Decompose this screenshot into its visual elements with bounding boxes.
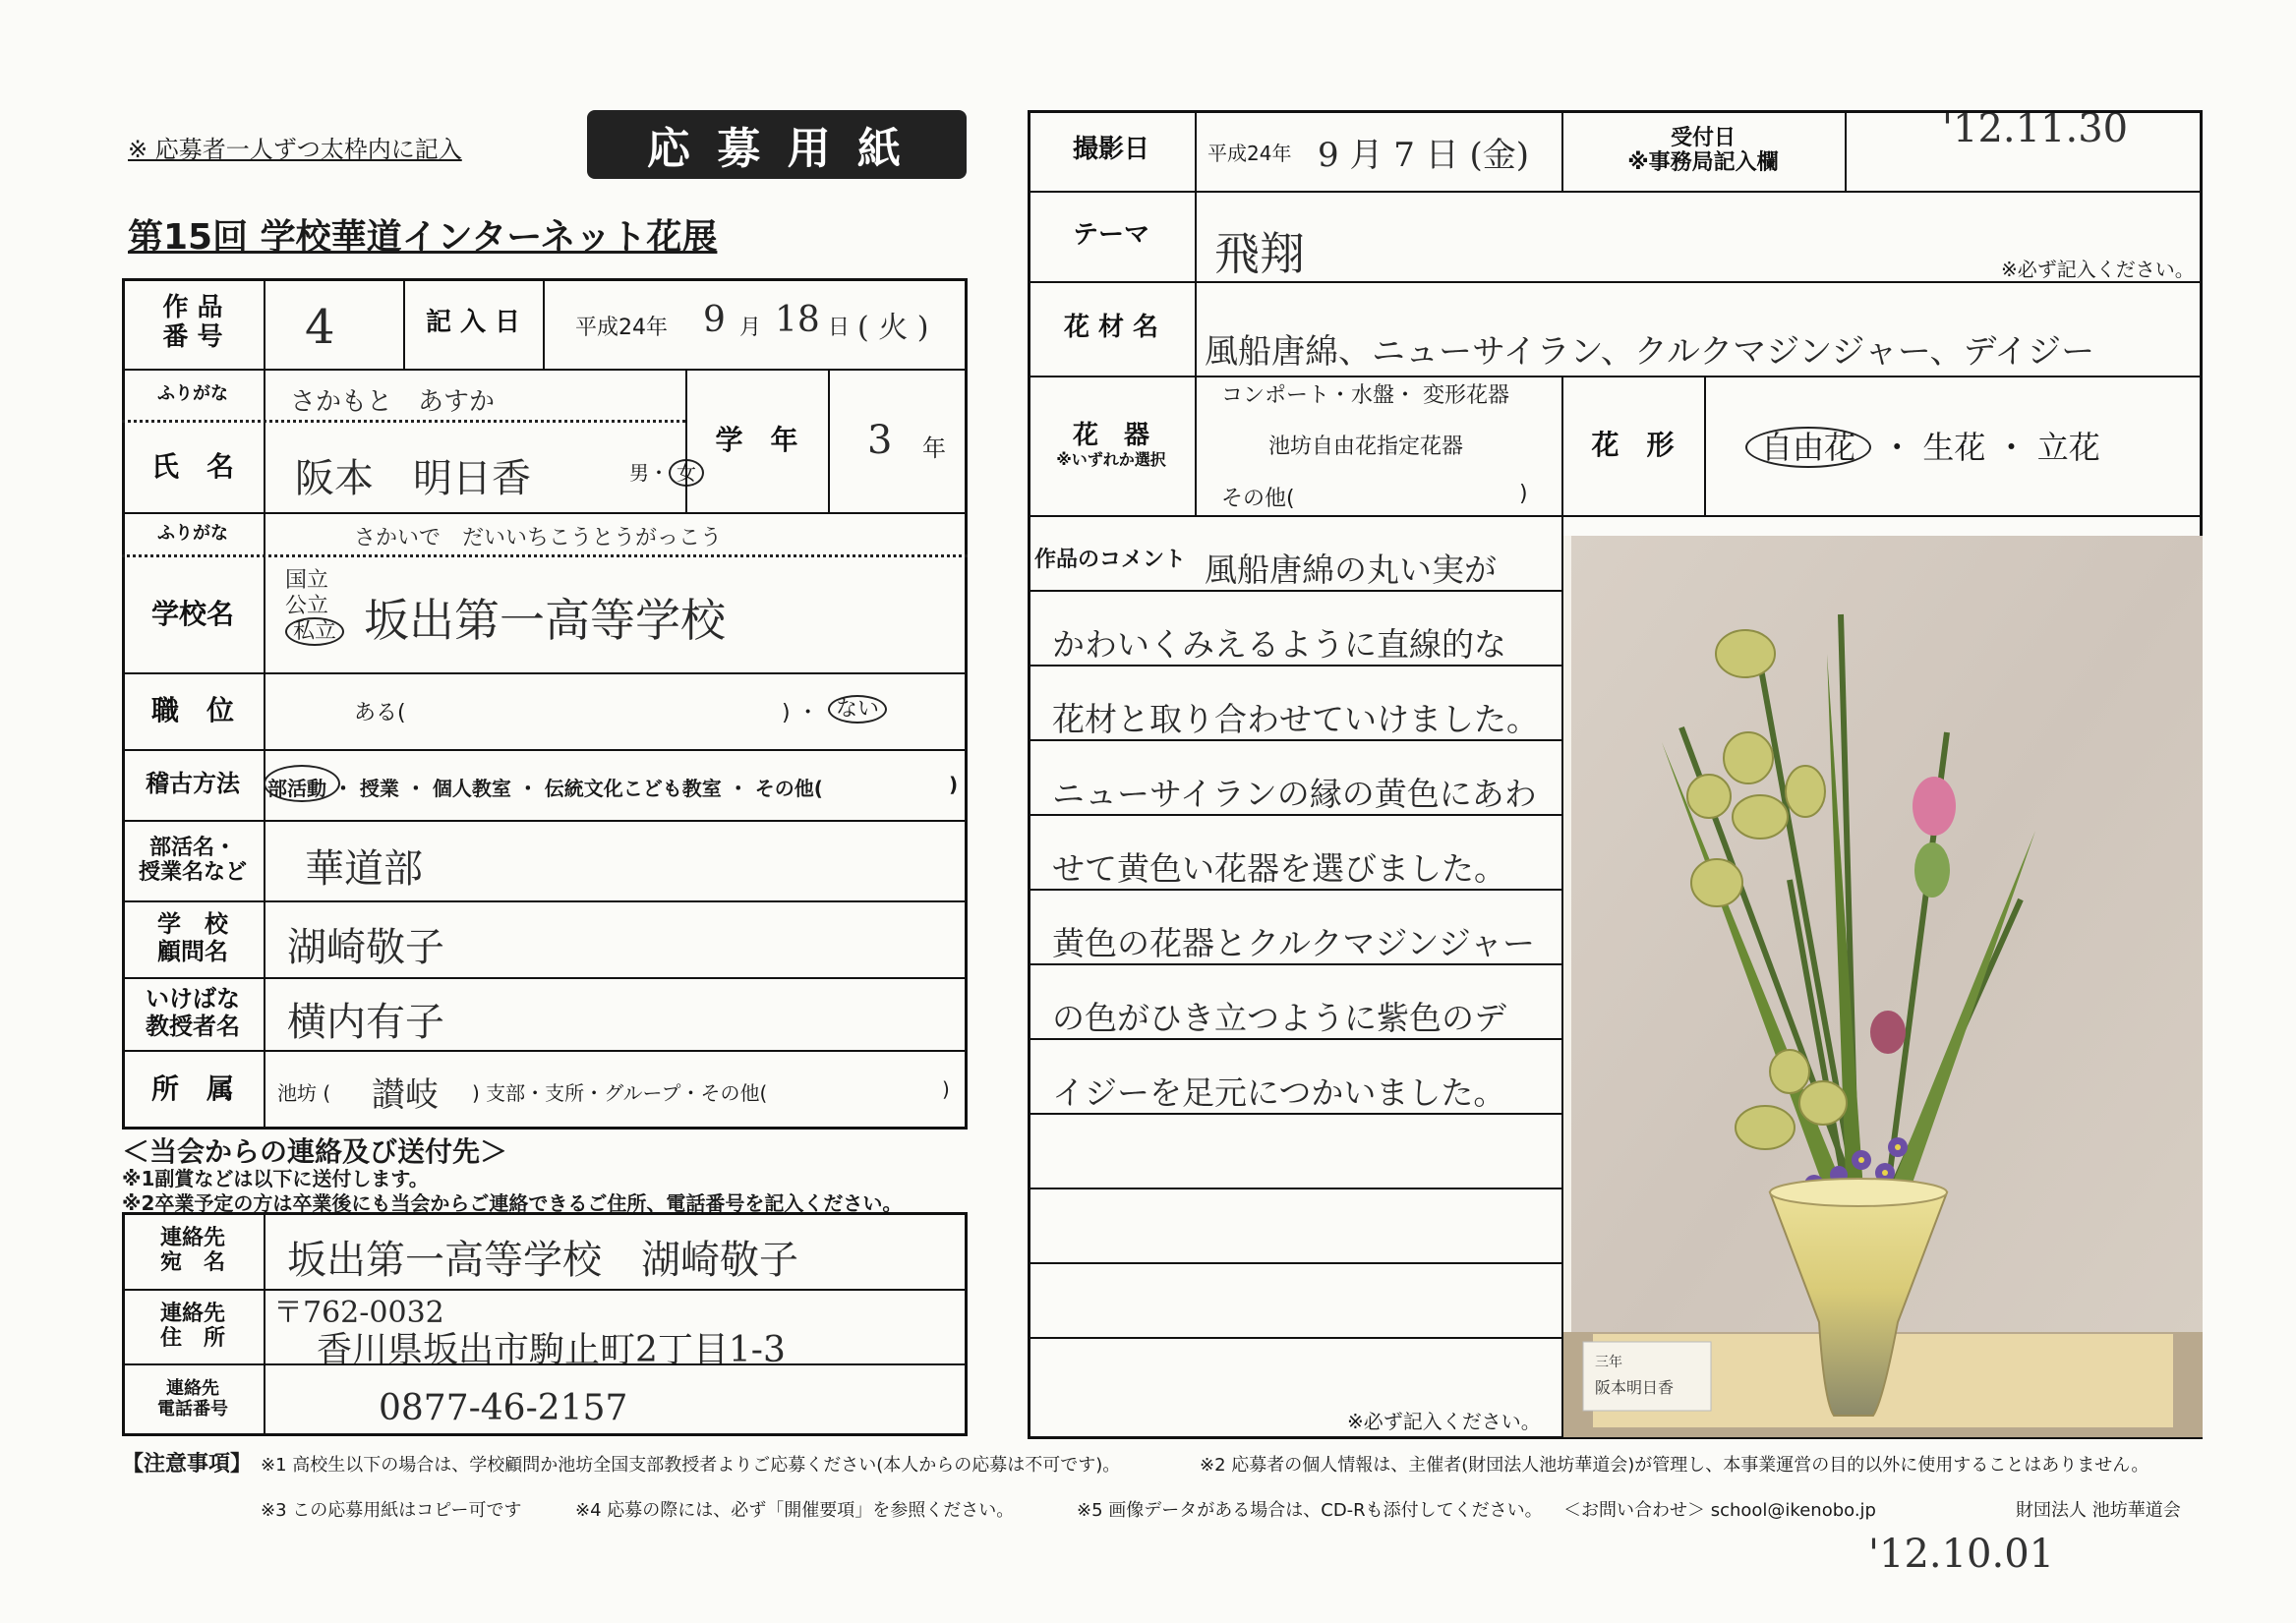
comment-line[interactable]: かわいくみえるように直線的な (1052, 625, 1506, 664)
position-no-selected[interactable]: ない (828, 692, 887, 723)
phone-value[interactable]: 0877-46-2157 (379, 1388, 628, 1428)
affiliation-close: ) (942, 1077, 950, 1101)
entry-date-d-unit: 日 (828, 316, 851, 340)
entry-date-weekday[interactable]: ( 火 ) (857, 311, 929, 345)
event-title: 第15回 学校華道インターネット花展 (128, 217, 718, 258)
name-value[interactable]: 阪本 明日香 (295, 456, 531, 501)
entry-date-month[interactable]: 9 (703, 300, 726, 340)
comment-line[interactable]: 風船唐綿の丸い実が (1205, 551, 1497, 589)
grade-value[interactable]: 3 (867, 418, 893, 463)
comment-rule (1028, 1262, 1561, 1264)
comment-line[interactable]: の色がひき立つように紫色のデ (1052, 999, 1506, 1037)
teacher-value[interactable]: 横内有子 (287, 1000, 444, 1045)
work-no-label: 作 品 番 号 (162, 293, 223, 352)
postal-code[interactable]: 〒762-0032 (273, 1296, 444, 1330)
comment-label: 作品のコメント (1034, 548, 1187, 572)
club-value[interactable]: 華道部 (305, 846, 423, 892)
entry-date-label: 記 入 日 (425, 308, 521, 338)
received-stamp: '12.11.30 (1942, 106, 2129, 151)
comment-rule (1028, 1113, 1561, 1115)
footer-note-1: ※1 高校生以下の場合は、学校顧問か池坊全国支部教授者よりご応募ください(本人からの応募は不可です)。 (261, 1455, 1121, 1476)
photo-date-value[interactable]: 9 月 7 日 (金) (1318, 136, 1530, 175)
comment-line[interactable]: ニューサイランの縁の黄色にあわ (1052, 775, 1537, 813)
entry-date-era: 平成24年 (575, 316, 668, 340)
name-furigana-label: ふりがな (157, 382, 228, 404)
comment-rule (1028, 963, 1561, 965)
entry-date-day[interactable]: 18 (775, 300, 820, 340)
photo-caption-name: 阪本明日香 (1595, 1378, 1675, 1397)
advisor-value[interactable]: 湖崎敬子 (287, 925, 444, 970)
method-label: 稽古方法 (146, 770, 240, 798)
school-label: 学校名 (150, 597, 234, 630)
form-title: 応 募 用 紙 (587, 110, 967, 179)
style-label: 花 形 (1591, 428, 1675, 461)
contact-note-2: ※2卒業予定の方は卒業後にも当会からご連絡できるご住所、電話番号を記入ください。 (122, 1191, 903, 1215)
gender-options: 男・ 女 (629, 457, 704, 486)
vessel-option-3-close: ) (1519, 482, 1528, 506)
grade-label: 学 年 (715, 423, 798, 456)
comment-rule (1028, 1188, 1561, 1189)
affiliation-rest: ) 支部・支所・グループ・その他( (472, 1081, 768, 1105)
vessel-label-group (1028, 376, 1195, 515)
comment-rule (1028, 889, 1561, 891)
position-close: ) ・ (782, 701, 819, 725)
addressee-label: 連絡先 宛 名 (159, 1225, 225, 1275)
style-options[interactable]: 自由花 ・ 生花 ・ 立花 (1745, 423, 2100, 468)
comment-rule (1028, 814, 1561, 816)
school-name[interactable]: 坂出第一高等学校 (364, 594, 726, 647)
work-no-value[interactable]: 4 (305, 300, 335, 355)
photo-caption-grade: 三年 (1595, 1355, 1622, 1370)
photo-date-era: 平成24年 (1207, 142, 1292, 165)
gender-female-selected: 女 (669, 459, 704, 487)
advisor-label: 学 校 顧問名 (157, 910, 228, 965)
vessel-sub-label: ※いずれか選択 (1056, 449, 1166, 469)
contact-note-1: ※1副賞などは以下に送付します。 (122, 1167, 429, 1190)
materials-label: 花 材 名 (1063, 313, 1159, 343)
phone-label: 連絡先 電話番号 (157, 1378, 228, 1420)
materials-value[interactable]: 風船唐綿、ニューサイラン、クルクマジンジャー、デイジー (1205, 332, 2095, 372)
date-stamp: '12.10.01 (1868, 1532, 2055, 1577)
comment-rule (1028, 590, 1561, 592)
comment-rule (1028, 1038, 1561, 1040)
addressee-value[interactable]: 坂出第一高等学校 湖崎敬子 (287, 1238, 798, 1283)
school-type-private-selected: 私立 (285, 617, 344, 646)
footer-note-3: ※3 この応募用紙はコピー可です (261, 1500, 522, 1521)
school-furigana-label: ふりがな (157, 522, 228, 544)
received-label: 受付日 ※事務局記入欄 (1627, 125, 1779, 175)
teacher-label: いけばな 教授者名 (146, 985, 240, 1040)
vessel-label: 花 器 (1072, 420, 1149, 450)
position-label: 職 位 (150, 693, 234, 726)
school-furigana[interactable]: さかいで だいいちこうとうがっこう (354, 526, 723, 551)
entry-date-m-unit: 月 (739, 316, 762, 340)
footer-note-5: ※5 画像データがある場合は、CD-Rも添付してください。 (1077, 1500, 1543, 1521)
vessel-option-2: 池坊自由花指定花器 (1268, 435, 1464, 459)
theme-value[interactable]: 飛翔 (1214, 227, 1305, 280)
method-close: ) (949, 773, 959, 796)
club-label: 部活名・ 授業名など (138, 835, 247, 885)
vessel-option-3: その他( (1221, 487, 1295, 511)
comment-required-note: ※必ず記入ください。 (1347, 1410, 1541, 1433)
comment-rule (1028, 1337, 1561, 1339)
comment-line[interactable]: 花材と取り合わせていけました。 (1052, 700, 1539, 738)
footer-note-4: ※4 応募の際には、必ず「開催要項」を参照ください。 (575, 1500, 1015, 1521)
notes-label: 【注意事項】 (122, 1452, 253, 1477)
name-label: 氏 名 (150, 450, 234, 484)
footer-inquiry[interactable]: ＜お問い合わせ＞ school@ikenobo.jp (1563, 1500, 1876, 1521)
comment-line[interactable]: 黄色の花器とクルクマジンジャー (1052, 924, 1536, 962)
school-type: 国立 公立 私立 (285, 568, 344, 645)
theme-required-note: ※必ず記入ください。 (2001, 258, 2195, 281)
footer-org: 財団法人 池坊華道会 (2016, 1500, 2181, 1521)
comment-line[interactable]: イジーを足元につかいました。 (1052, 1073, 1506, 1112)
position-yes: ある( (354, 701, 406, 725)
theme-label: テーマ (1072, 220, 1149, 251)
affiliation-prefix: 池坊 ( (277, 1081, 331, 1105)
method-club-selected-circle (264, 765, 340, 802)
style-selected: 自由花 (1745, 427, 1871, 468)
affiliation-label: 所 属 (150, 1072, 234, 1105)
comment-line[interactable]: せて黄色い花器を選びました。 (1052, 849, 1506, 888)
footer-note-2: ※2 応募者の個人情報は、主催者(財団法人池坊華道会)が管理し、本事業運営の目的以外に使用することはありません。 (1200, 1455, 2149, 1476)
photo-date-label: 撮影日 (1072, 135, 1149, 165)
address-value[interactable]: 香川県坂出市駒止町2丁目1-3 (317, 1330, 786, 1370)
address-label: 連絡先 住 所 (159, 1301, 225, 1351)
grade-unit: 年 (922, 435, 946, 462)
arrangement-photo (1563, 536, 2203, 1437)
contact-heading: ＜当会からの連絡及び送付先＞ (122, 1135, 508, 1168)
affiliation-value[interactable]: 讃岐 (372, 1075, 439, 1115)
vessel-option-1: コンポート・水盤・ 変形花器 (1221, 383, 1509, 408)
comment-rule (1028, 665, 1561, 667)
method-options: 部活動 ・ 授業 ・ 個人教室 ・ 伝統文化こども教室 ・ その他( (267, 777, 823, 800)
name-furigana[interactable]: さかもと あすか (290, 387, 496, 417)
comment-rule (1028, 739, 1561, 741)
instruction: ※ 応募者一人ずつ太枠内に記入 (128, 136, 462, 163)
